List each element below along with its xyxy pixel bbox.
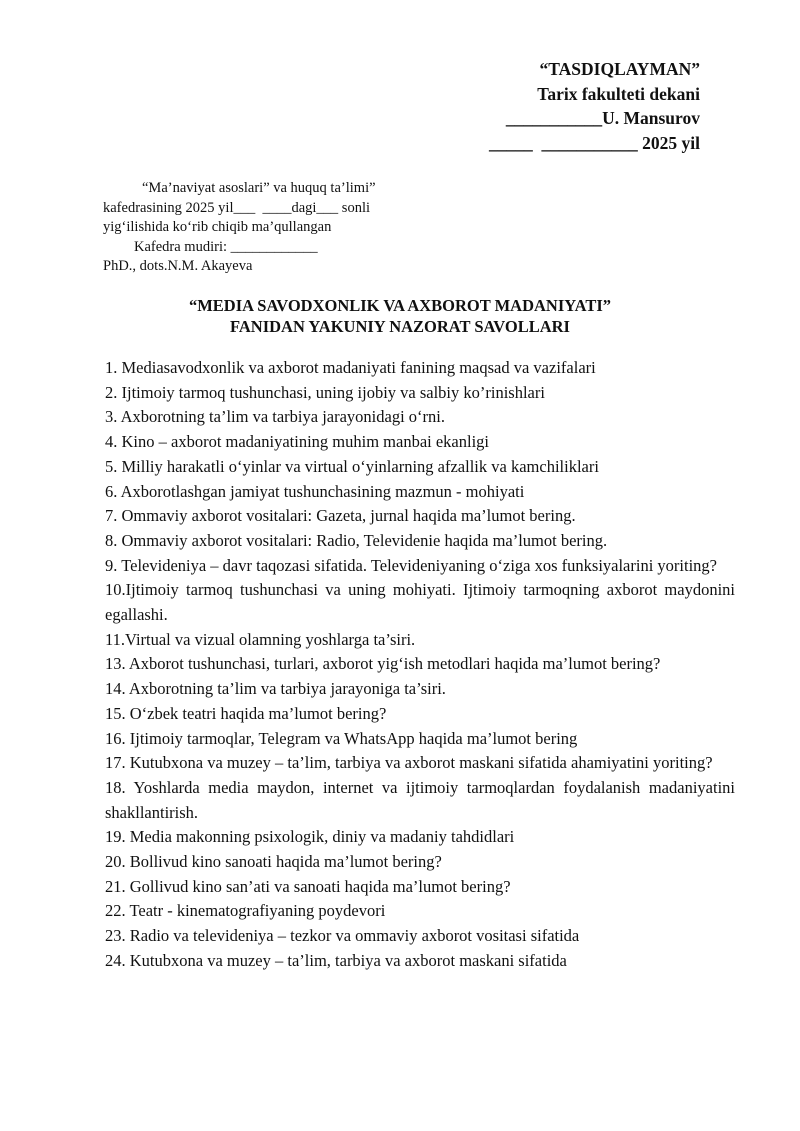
question-item: 3. Axborotning ta’lim va tarbiya jarayonidagi o‘rni.	[105, 407, 445, 427]
question-item: 16. Ijtimoiy tarmoqlar, Telegram va WhatsApp haqida ma’lumot bering	[105, 728, 578, 748]
question-item: 22. Teatr - kinematografiyaning poydevori	[105, 901, 386, 921]
question-item: 21. Gollivud kino san’ati va sanoati haqida ma’lumot bering?	[105, 876, 511, 896]
question-item: 6. Axborotlashgan jamiyat tushunchasining mazmun - mohiyati	[105, 481, 525, 501]
question-list	[105, 356, 735, 974]
question-item: 13. Axborot tushunchasi, turlari, axborot yig‘ish metodlari haqida ma’lumot bering?	[105, 654, 661, 674]
approval-block	[489, 57, 700, 155]
department-note-line: yig‘ilishida ko‘rib chiqib ma’qullangan	[103, 219, 332, 235]
department-note-line: kafedrasining 2025 yil___ ____dagi___ sonli	[103, 199, 371, 216]
question-item: 14. Axborotning ta’lim va tarbiya jarayoniga ta’siri.	[105, 679, 446, 699]
question-item: 15. O‘zbek teatri haqida ma’lumot bering?	[105, 703, 387, 723]
question-item: 4. Kino – axborot madaniyatining muhim manbai ekanligi	[105, 432, 490, 452]
approval-heading: “TASDIQLAYMAN”	[539, 59, 700, 79]
title-line: “MEDIA SAVODXONLIK VA AXBOROT MADANIYATI”	[188, 296, 612, 315]
question-item: 23. Radio va televideniya – tezkor va ommaviy axborot vositasi sifatida	[105, 926, 580, 946]
department-head-name: PhD., dots.N.M. Akayeva	[103, 258, 253, 274]
approval-signature: ___________U. Mansurov	[505, 108, 700, 128]
question-item: 24. Kutubxona va muzey – ta’lim, tarbiya va axborot maskani sifatida	[105, 950, 567, 970]
approval-position: Tarix fakulteti dekani	[537, 83, 700, 104]
document-title	[100, 295, 700, 337]
title-line: FANIDAN YAKUNIY NAZORAT SAVOLLARI	[230, 317, 570, 336]
question-item: 11.Virtual va vizual olamning yoshlarga ta’siri.	[105, 629, 416, 649]
question-item: 1. Mediasavodxonlik va axborot madaniyati fanining maqsad va vazifalari	[105, 358, 596, 377]
question-item: 19. Media makonning psixologik, diniy va madaniy tahdidlari	[105, 827, 515, 847]
department-note-line: “Ma’naviyat asoslari” va huquq ta’limi”	[142, 180, 376, 196]
department-head-line: Kafedra mudiri: ____________	[134, 238, 318, 255]
question-item: 5. Milliy harakatli o‘yinlar va virtual o‘yinlarning afzallik va kamchiliklari	[105, 456, 599, 476]
question-item: 9. Televideniya – davr taqozasi sifatida. Televideniyaning o‘ziga xos funksiyalarini yoriting?	[105, 555, 717, 575]
department-note	[103, 179, 413, 277]
question-item: 18. Yoshlarda media maydon, internet va ijtimoiy tarmoqlardan foydalanish madaniyatini shakllantirish.	[105, 777, 735, 822]
approval-date: _____ ___________ 2025 yil	[489, 132, 700, 153]
question-item: 2. Ijtimoiy tarmoq tushunchasi, uning ijobiy va salbiy ko’rinishlari	[105, 382, 545, 402]
question-item: 8. Ommaviy axborot vositalari: Radio, Televidenie haqida ma’lumot bering.	[105, 530, 608, 550]
question-item: 20. Bollivud kino sanoati haqida ma’lumot bering?	[105, 852, 442, 872]
question-item: 17. Kutubxona va muzey – ta’lim, tarbiya va axborot maskani sifatida ahamiyatini yoriting?	[105, 753, 713, 773]
question-item: 7. Ommaviy axborot vositalari: Gazeta, jurnal haqida ma’lumot bering.	[105, 506, 576, 526]
question-item: 10.Ijtimoiy tarmoq tushunchasi va uning mohiyati. Ijtimoiy tarmoqning axborot maydonini egallashi.	[105, 580, 735, 625]
